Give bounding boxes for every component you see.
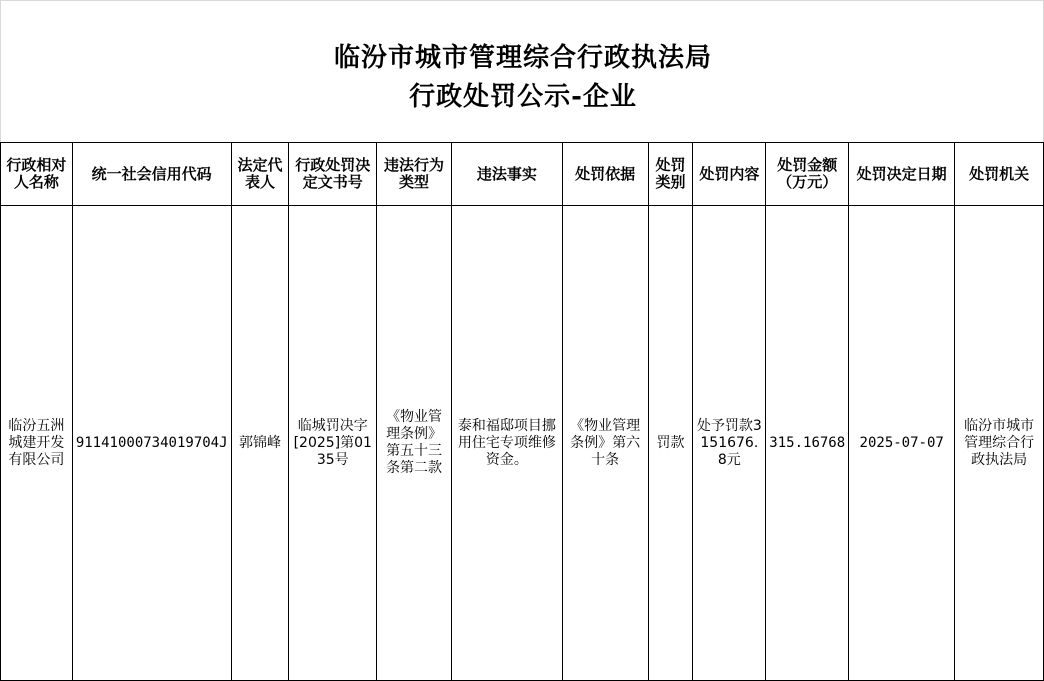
cell-violation-type: 《物业管理条例》第五十三条第二款 — [377, 206, 452, 681]
cell-legal-rep: 郭锦峰 — [231, 206, 289, 681]
header-category: 处罚类别 — [648, 143, 693, 206]
header-party: 行政相对人名称 — [1, 143, 73, 206]
cell-date: 2025-07-07 — [849, 206, 955, 681]
cell-facts: 泰和福邸项目挪用住宅专项维修资金。 — [451, 206, 562, 681]
table-row — [1, 206, 1044, 681]
cell-content: 处予罚款3151676.8元 — [693, 206, 766, 681]
cell-category: 罚款 — [648, 206, 693, 681]
header-facts: 违法事实 — [451, 143, 562, 206]
cell-amount: 315.16768 — [766, 206, 849, 681]
header-authority: 处罚机关 — [955, 143, 1044, 206]
page-title: 临汾市城市管理综合行政执法局 — [333, 43, 712, 73]
cell-authority: 临汾市城市管理综合行政执法局 — [955, 206, 1044, 681]
header-legal-rep: 法定代表人 — [231, 143, 289, 206]
cell-doc-no: 临城罚决字[2025]第0135号 — [289, 206, 377, 681]
cell-credit-code: 91141000734019704J — [72, 206, 231, 681]
penalty-table — [0, 142, 1044, 681]
header-amount: 处罚金额（万元） — [766, 143, 849, 206]
header-doc-no: 行政处罚决定文书号 — [289, 143, 377, 206]
header-date: 处罚决定日期 — [849, 143, 955, 206]
header-credit-code: 统一社会信用代码 — [72, 143, 231, 206]
header-violation-type: 违法行为类型 — [377, 143, 452, 206]
cell-basis: 《物业管理条例》第六十条 — [562, 206, 648, 681]
header-content: 处罚内容 — [693, 143, 766, 206]
title-area — [0, 0, 1044, 143]
page-subtitle: 行政处罚公示-企业 — [409, 82, 637, 112]
table-header-row — [1, 143, 1044, 206]
header-basis: 处罚依据 — [562, 143, 648, 206]
cell-party: 临汾五洲城建开发有限公司 — [1, 206, 73, 681]
